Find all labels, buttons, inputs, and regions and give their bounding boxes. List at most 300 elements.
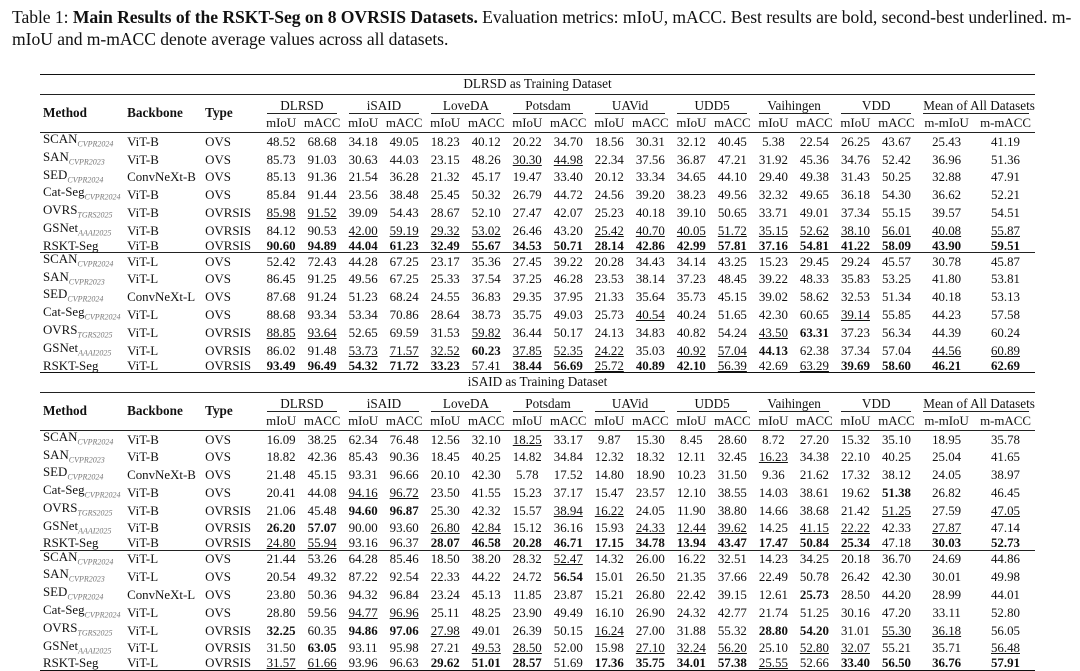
dataset-group-header (917, 95, 1035, 116)
metric-value: 21.54 (348, 170, 378, 185)
metric-value: 36.83 (471, 290, 501, 305)
table-row (40, 449, 1035, 467)
metric-value: 29.32 (430, 223, 460, 238)
method-name: SCAN (43, 549, 78, 564)
type-cell: OVRSIS (205, 521, 251, 536)
metric-value-cell (301, 568, 343, 586)
metric-value: 38.61 (799, 485, 829, 500)
metric-value-cell (465, 604, 507, 622)
table-row (40, 133, 1035, 151)
backbone-cell: ViT-B (127, 430, 205, 448)
metric-value-cell (548, 288, 590, 306)
metric-value: 44.22 (471, 570, 501, 585)
metric-value: 15.57 (512, 503, 542, 518)
metric-value: 42.69 (758, 358, 788, 373)
metric-value-cell (712, 640, 754, 658)
metric-value: 11.85 (512, 588, 542, 603)
metric-value-cell (301, 520, 343, 538)
method-cell (40, 550, 127, 568)
metric-value: 62.69 (990, 358, 1020, 373)
metric-value: 39.20 (635, 188, 665, 203)
metric-value-cell (976, 466, 1035, 484)
metric-value-cell (917, 342, 976, 360)
metric-value-cell (343, 622, 384, 640)
section-title-row (40, 75, 1035, 95)
metric-value: 42.32 (471, 503, 501, 518)
metric-value: 18.90 (635, 468, 665, 483)
metric-value: 40.18 (635, 205, 665, 220)
metric-value-cell (548, 271, 590, 289)
metric-header: mACC (550, 414, 587, 429)
dataset-group-header (425, 95, 507, 116)
metric-value: 35.71 (932, 641, 962, 656)
method-cell (40, 520, 127, 538)
metric-value: 20.12 (594, 170, 624, 185)
metric-value: 96.87 (389, 503, 419, 518)
metric-value-cell (794, 484, 836, 502)
metric-value-cell (425, 360, 466, 373)
metric-value: 90.00 (348, 521, 378, 536)
method-cell (40, 151, 127, 169)
method-venue: CVPR2024 (77, 139, 114, 149)
metric-value: 49.38 (799, 170, 829, 185)
type-cell: OVRSIS (205, 223, 251, 238)
metric-value: 23.80 (266, 588, 296, 603)
metric-value-cell (589, 151, 630, 169)
metric-value-cell (712, 204, 754, 222)
table-row (40, 324, 1035, 342)
dataset-group-header (671, 392, 753, 413)
metric-value-cell (876, 586, 918, 604)
metric-value: 42.30 (758, 308, 788, 323)
metric-value-cell (976, 271, 1035, 289)
metric-value-cell (589, 604, 630, 622)
metric-value-cell (976, 222, 1035, 240)
metric-value: 38.68 (799, 503, 829, 518)
dataset-group-header (425, 392, 507, 413)
metric-value: 35.10 (881, 432, 911, 447)
method-cell (40, 288, 127, 306)
metric-value-cell (383, 306, 425, 324)
metric-value: 51.65 (717, 308, 747, 323)
metric-value-cell (261, 151, 302, 169)
method-venue: TGRS2025 (77, 210, 113, 220)
metric-value: 21.42 (840, 503, 870, 518)
metric-value: 72.43 (307, 254, 337, 269)
metric-value-cell (425, 586, 466, 604)
dataset-group-header (753, 95, 835, 116)
metric-value-cell (835, 252, 876, 270)
metric-value: 12.61 (758, 588, 788, 603)
metric-value: 43.50 (758, 325, 788, 340)
metric-value: 90.53 (307, 223, 337, 238)
metric-value-cell (876, 449, 918, 467)
dataset-group-label: Mean of All Datasets (923, 395, 1035, 411)
metric-value-cell (753, 520, 794, 538)
metric-value: 33.71 (758, 205, 788, 220)
metric-value-cell (630, 449, 672, 467)
metric-value: 30.78 (932, 254, 962, 269)
metric-value: 49.49 (553, 605, 583, 620)
metric-value-cell (465, 271, 507, 289)
metric-value-cell (589, 169, 630, 187)
metric-value-cell (630, 604, 672, 622)
metric-value-cell (712, 271, 754, 289)
metric-value: 34.43 (635, 254, 665, 269)
metric-value-cell (301, 186, 343, 204)
metric-value: 17.52 (553, 468, 583, 483)
metric-value-cell (261, 324, 302, 342)
results-table-body (40, 75, 1035, 671)
metric-value: 17.32 (840, 468, 870, 483)
metric-value-cell (917, 449, 976, 467)
metric-value-cell (343, 657, 384, 670)
metric-value-cell (261, 342, 302, 360)
metric-value-cell (876, 252, 918, 270)
metric-value: 44.56 (932, 343, 962, 358)
metric-value-cell (794, 169, 836, 187)
metric-value: 52.35 (553, 343, 583, 358)
metric-value-cell (507, 640, 548, 658)
metric-value-cell (753, 484, 794, 502)
metric-value-cell (548, 240, 590, 253)
metric-value: 50.84 (799, 536, 829, 551)
metric-value: 36.28 (389, 170, 419, 185)
metric-value: 53.25 (881, 272, 911, 287)
table-row (40, 520, 1035, 538)
metric-value: 94.77 (348, 605, 378, 620)
metric-value-cell (976, 502, 1035, 520)
metric-value: 37.56 (635, 152, 665, 167)
metric-value-cell (589, 133, 630, 151)
metric-value: 22.49 (758, 570, 788, 585)
section-title-row (40, 372, 1035, 392)
metric-value-cell (465, 169, 507, 187)
metric-value: 42.84 (471, 521, 501, 536)
backbone-cell: ViT-B (127, 485, 159, 500)
metric-value-cell (343, 449, 384, 467)
metric-value: 60.65 (799, 308, 829, 323)
metric-value-cell (465, 502, 507, 520)
metric-value-cell (301, 252, 343, 270)
metric-value-cell (425, 502, 466, 520)
metric-value-cell (917, 306, 976, 324)
metric-value: 21.32 (430, 170, 460, 185)
metric-value-cell (261, 288, 302, 306)
metric-value: 24.55 (430, 290, 460, 305)
metric-value: 38.94 (553, 503, 583, 518)
metric-value: 57.07 (307, 521, 337, 536)
metric-value-cell (712, 586, 754, 604)
metric-value-cell (835, 169, 876, 187)
type-cell: OVS (205, 450, 231, 465)
backbone-cell: ViT-B (127, 536, 159, 551)
table-row (40, 252, 1035, 270)
metric-value-cell (876, 520, 918, 538)
metric-value: 51.69 (553, 656, 583, 671)
backbone-cell: ViT-B (127, 521, 159, 536)
metric-value-cell (343, 586, 384, 604)
metric-value-cell (712, 169, 754, 187)
metric-value-cell (712, 342, 754, 360)
metric-value: 49.05 (389, 134, 419, 149)
metric-value-cell (671, 484, 712, 502)
metric-value: 32.07 (840, 641, 870, 656)
metric-value: 15.30 (635, 432, 665, 447)
metric-value-cell (712, 186, 754, 204)
metric-value-cell (835, 240, 876, 253)
column-header-type: Type (205, 95, 261, 133)
metric-value-cell (261, 604, 302, 622)
metric-value: 54.24 (717, 325, 747, 340)
metric-value-cell (917, 288, 976, 306)
metric-value: 67.25 (389, 272, 419, 287)
metric-value-cell (630, 622, 672, 640)
metric-value: 36.76 (932, 656, 962, 671)
metric-value-cell (465, 520, 507, 538)
metric-value: 34.53 (512, 238, 542, 253)
metric-value-cell (261, 204, 302, 222)
metric-value: 94.32 (348, 588, 378, 603)
metric-value: 94.86 (348, 623, 378, 638)
backbone-cell: ViT-B (127, 450, 159, 465)
metric-value: 53.81 (990, 272, 1020, 287)
method-name: RSKT-Seg (43, 536, 99, 551)
metric-value: 17.15 (594, 536, 624, 551)
metric-value: 87.22 (348, 570, 378, 585)
metric-value-cell (548, 360, 590, 373)
metric-value-cell (548, 550, 590, 568)
method-name: GSNet (43, 518, 79, 533)
dataset-group-header (261, 95, 343, 116)
type-cell: OVS (205, 605, 231, 620)
metric-value: 25.30 (430, 503, 460, 518)
backbone-cell: ViT-L (127, 570, 159, 585)
type-cell: OVS (205, 290, 231, 305)
metric-value: 23.50 (430, 485, 460, 500)
metric-value: 14.66 (758, 503, 788, 518)
metric-value: 47.20 (881, 605, 911, 620)
backbone-cell: ViT-L (127, 343, 159, 358)
metric-value-cell (671, 502, 712, 520)
method-venue: AAAI2025 (78, 348, 112, 358)
metric-value: 47.91 (990, 170, 1020, 185)
metric-value-cell (976, 288, 1035, 306)
metric-value-cell (671, 550, 712, 568)
metric-value-cell (589, 240, 630, 253)
method-cell (40, 568, 127, 586)
metric-value-cell (425, 169, 466, 187)
backbone-cell: ViT-L (127, 272, 159, 287)
metric-value-cell (876, 133, 918, 151)
metric-value-cell (630, 640, 672, 658)
metric-value-cell (794, 550, 836, 568)
metric-value-cell (548, 640, 590, 658)
metric-value-cell (630, 151, 672, 169)
metric-value-cell (507, 151, 548, 169)
metric-value-cell (976, 484, 1035, 502)
metric-value: 37.95 (553, 290, 583, 305)
method-venue: AAAI2025 (78, 526, 112, 536)
metric-value: 23.15 (430, 152, 460, 167)
metric-value-cell (425, 430, 466, 448)
metric-value: 58.62 (799, 290, 829, 305)
metric-value-cell (630, 240, 672, 253)
backbone-cell: ConvNeXt-B (127, 170, 196, 185)
metric-value: 19.62 (840, 485, 870, 500)
metric-value: 21.44 (266, 552, 296, 567)
dataset-group-header (671, 95, 753, 116)
metric-value: 41.22 (840, 238, 870, 253)
metric-value-cell (876, 186, 918, 204)
metric-value: 37.25 (512, 272, 542, 287)
metric-value-cell (548, 449, 590, 467)
metric-value-cell (835, 586, 876, 604)
metric-value: 53.02 (471, 223, 501, 238)
metric-value: 35.78 (990, 432, 1020, 447)
metric-value-cell (671, 133, 712, 151)
metric-value: 12.44 (676, 521, 706, 536)
metric-value-cell (261, 186, 302, 204)
metric-value-cell (671, 640, 712, 658)
metric-value: 19.47 (512, 170, 542, 185)
method-name: OVRS (43, 620, 78, 635)
table-row (40, 271, 1035, 289)
metric-value: 42.00 (348, 223, 378, 238)
metric-value-cell (425, 466, 466, 484)
metric-value-cell (589, 550, 630, 568)
metric-value: 60.24 (990, 325, 1020, 340)
metric-value-cell (465, 484, 507, 502)
metric-value: 36.16 (553, 521, 583, 536)
metric-value-cell (630, 568, 672, 586)
metric-value: 25.42 (594, 223, 624, 238)
metric-value: 25.73 (594, 308, 624, 323)
metric-value-cell (261, 622, 302, 640)
metric-value-cell (835, 133, 876, 151)
metric-value: 69.59 (389, 325, 419, 340)
metric-value-cell (589, 622, 630, 640)
metric-value: 59.82 (471, 325, 501, 340)
metric-value: 35.36 (471, 254, 501, 269)
metric-value: 62.34 (348, 432, 378, 447)
metric-value: 59.56 (307, 605, 337, 620)
method-venue: CVPR2024 (67, 472, 104, 482)
metric-value: 91.36 (307, 170, 337, 185)
metric-value: 96.37 (389, 536, 419, 551)
metric-value: 15.21 (594, 588, 624, 603)
metric-value-cell (507, 502, 548, 520)
metric-value-cell (465, 288, 507, 306)
metric-value: 8.45 (680, 432, 703, 447)
metric-value: 27.98 (430, 623, 460, 638)
metric-value: 25.73 (799, 588, 829, 603)
metric-value-cell (876, 622, 918, 640)
metric-value: 61.23 (389, 238, 419, 253)
metric-value: 34.38 (799, 450, 829, 465)
metric-value: 88.85 (266, 325, 296, 340)
metric-value: 36.18 (840, 188, 870, 203)
metric-value: 14.80 (594, 468, 624, 483)
metric-value: 39.15 (717, 588, 747, 603)
metric-value: 49.98 (990, 570, 1020, 585)
metric-value-cell (425, 252, 466, 270)
method-cell (40, 657, 127, 670)
metric-value: 70.86 (389, 308, 419, 323)
metric-value-cell (465, 324, 507, 342)
metric-value: 34.78 (635, 536, 665, 551)
metric-value: 33.34 (635, 170, 665, 185)
metric-value: 40.45 (717, 134, 747, 149)
metric-value: 93.16 (348, 536, 378, 551)
metric-header: mIoU (266, 414, 297, 429)
metric-value-cell (876, 484, 918, 502)
metric-value: 54.51 (990, 205, 1020, 220)
dataset-group-label: iSAID (349, 398, 419, 412)
metric-value: 41.80 (932, 272, 962, 287)
metric-value: 41.55 (471, 485, 501, 500)
metric-value: 31.43 (840, 170, 870, 185)
table-row (40, 204, 1035, 222)
metric-value: 27.10 (635, 641, 665, 656)
metric-value: 52.47 (553, 552, 583, 567)
dataset-group-header (507, 392, 589, 413)
header-row-datasets (40, 392, 1035, 413)
metric-value-cell (425, 604, 466, 622)
metric-value-cell (876, 550, 918, 568)
metric-value-cell (753, 342, 794, 360)
metric-value: 37.85 (512, 343, 542, 358)
metric-value: 37.17 (553, 485, 583, 500)
metric-value-cell (976, 204, 1035, 222)
metric-value: 28.07 (430, 536, 460, 551)
metric-header: mIoU (512, 116, 543, 131)
metric-value-cell (712, 151, 754, 169)
metric-value: 85.73 (266, 152, 296, 167)
metric-value-cell (876, 466, 918, 484)
metric-value-cell (383, 222, 425, 240)
backbone-cell: ViT-L (127, 623, 159, 638)
backbone-cell: ViT-B (127, 152, 159, 167)
metric-value: 5.78 (515, 468, 539, 483)
metric-value-cell (548, 484, 590, 502)
metric-value: 22.42 (676, 588, 706, 603)
metric-value: 38.48 (389, 188, 419, 203)
metric-value-cell (383, 186, 425, 204)
metric-value-cell (301, 240, 343, 253)
metric-value: 40.89 (635, 358, 665, 373)
metric-value-cell (589, 342, 630, 360)
metric-value-cell (548, 186, 590, 204)
metric-value: 86.45 (266, 272, 296, 287)
metric-value-cell (976, 360, 1035, 373)
metric-value-cell (671, 306, 712, 324)
metric-value: 63.31 (799, 325, 829, 340)
metric-value-cell (425, 640, 466, 658)
table-row (40, 430, 1035, 448)
table-row (40, 342, 1035, 360)
metric-value: 31.01 (840, 623, 870, 638)
column-header-backbone: Backbone (127, 95, 205, 133)
metric-value-cell (589, 324, 630, 342)
metric-value-cell (383, 520, 425, 538)
metric-header: mACC (714, 414, 751, 429)
metric-value-cell (383, 604, 425, 622)
metric-value: 37.34 (840, 205, 870, 220)
method-name: SAN (43, 447, 69, 462)
metric-value-cell (465, 550, 507, 568)
metric-value-cell (835, 520, 876, 538)
